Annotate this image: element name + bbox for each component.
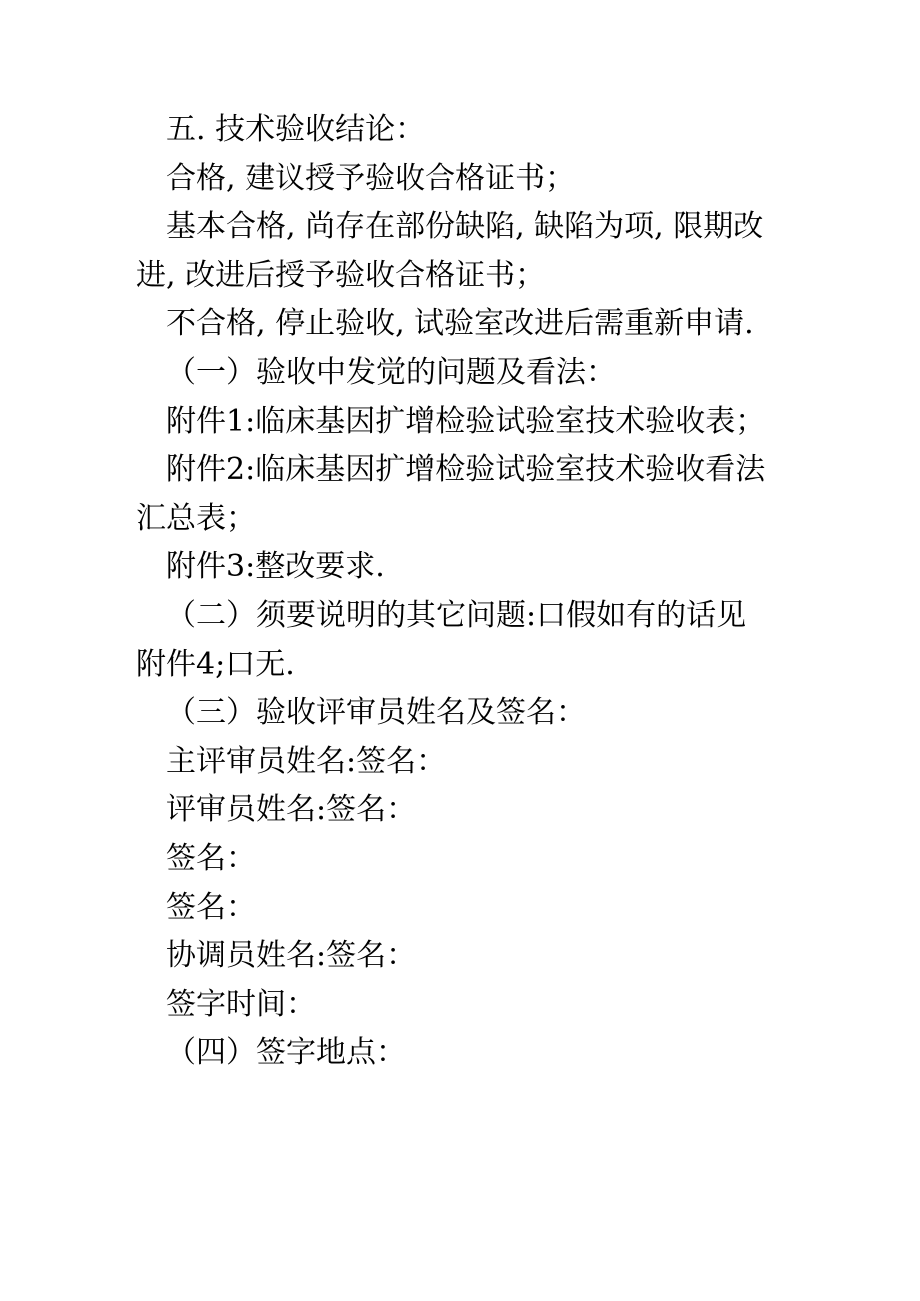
coordinator-line: 协调员姓名:签名：: [166, 938, 417, 974]
reviewer-line: 评审员姓名:签名：: [166, 792, 417, 828]
subsection-signing-place: （四）签字地点：: [166, 1035, 406, 1071]
subsection-problems: （一）验收中发觉的问题及看法：: [166, 354, 616, 390]
signature-line-2: 签名：: [166, 889, 256, 925]
attachment-1: 附件1:临床基因扩增检验试验室技术验收表；: [166, 403, 766, 439]
option-basically-qualified: 基本合格, 尚存在部份缺陷, 缺陷为项, 限期改进, 改进后授予验收合格证书；: [136, 209, 764, 293]
attachment-2: 附件2:临床基因扩增检验试验室技术验收看法汇总表；: [136, 452, 766, 536]
subsection-other-issues: （二）须要说明的其它问题:口假如有的话见附件4;口无.: [136, 597, 747, 682]
section-heading-conclusion: 五. 技术验收结论：: [166, 112, 426, 147]
document-body: [136, 106, 776, 1078]
option-unqualified: 不合格, 停止验收, 试验室改进后需重新申请.: [166, 306, 754, 342]
signature-line-1: 签名：: [166, 840, 256, 876]
option-qualified: 合格, 建议授予验收合格证书；: [166, 160, 576, 196]
chief-reviewer-line: 主评审员姓名:签名：: [166, 743, 447, 779]
subsection-reviewers: （三）验收评审员姓名及签名：: [166, 695, 586, 731]
signing-time-line: 签字时间：: [166, 986, 316, 1022]
attachment-3: 附件3:整改要求.: [166, 549, 385, 585]
